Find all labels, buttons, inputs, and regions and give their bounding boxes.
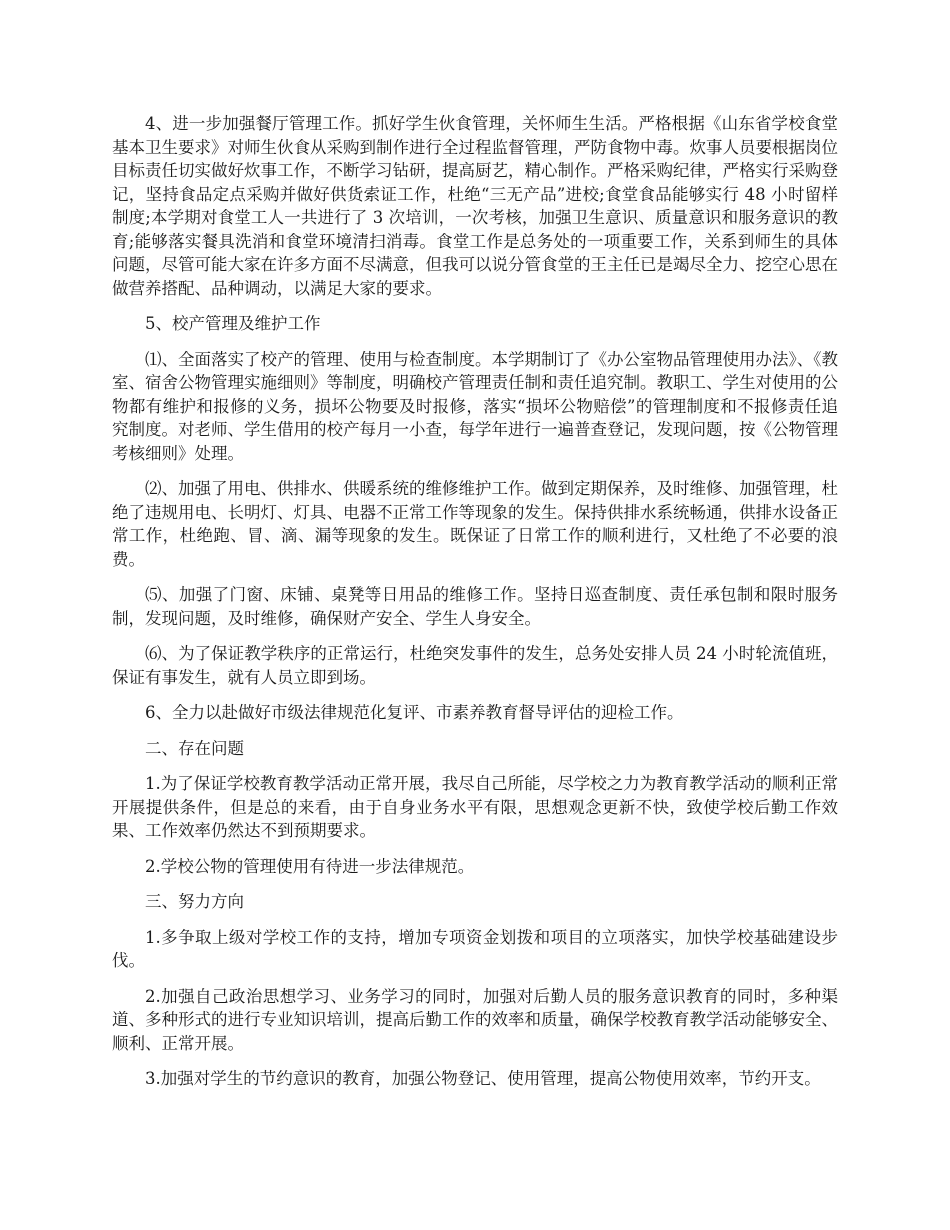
heading-future-direction: 三、努力方向 <box>145 892 244 911</box>
paragraph-problem-2: 2.学校公物的管理使用有待进一步法律规范。 <box>145 856 475 876</box>
heading-existing-problems: 二、存在问题 <box>145 738 244 758</box>
paragraph-duty-rotation: ⑹、为了保证教学秩序的正常运行，杜绝突发事件的发生，总务处安排人员 24 小时轮流值班，保证有事发生，就有人员立即到场。 <box>112 644 838 687</box>
paragraph-direction-3: 3.加强对学生的节约意识的教育，加强公物登记、使用管理，提高公物使用效率，节约开支。 <box>145 1069 821 1088</box>
paragraph-utilities-maintenance: ⑵、加强了用电、供排水、供暖系统的维修维护工作。做到定期保养，及时维修、加强管理，杜绝了违规用电、长明灯、灯具、电器不正常工作等现象的发生。保持供排水系统畅通，供排水设备正常工作，杜绝跑、冒、滴、漏等现象的发生。既保证了日常工作的顺利进行，又杜绝了不必要的浪费。 <box>112 479 838 569</box>
paragraph-canteen-management: 4、进一步加强餐厅管理工作。抓好学生伙食管理，关怀师生生活。严格根据《山东省学校食堂基本卫生要求》对师生伙食从采购到制作进行全过程监督管理，严防食物中毒。炊事人员要根据岗位目标责任切实做好炊事工作，不断学习钻研，提高厨艺，精心制作。严格采购纪律，严格实行采购登记，坚持食品定点采购并做好供货索证工作，杜绝“三无产品”进校;食堂食品能够实行 48 小时留样制度;本学期对食堂工人一共进行了 3 次培训，一次考核，加强卫生意识、质量意识和服务意识的教育;能够落实餐具洗消和食堂环境清扫消毒。食堂工作是总务处的一项重要工作，关系到师生的具体问题，尽管可能大家在许多方面不尽满意，但我可以说分管食堂的王主任已是竭尽全力、挖空心思在做营养搭配、品种调动，以满足大家的要求。 <box>112 114 838 298</box>
paragraph-direction-2: 2.加强自己政治思想学习、业务学习的同时，加强对后勤人员的服务意识教育的同时，多种渠道、多种形式的进行专业知识培训，提高后勤工作的效率和质量，确保学校教育教学活动能够安全、顺利、正常开展。 <box>112 986 838 1053</box>
paragraph-furniture-repair: ⑸、加强了门窗、床铺、桌凳等日用品的维修工作。坚持日巡查制度、责任承包制和限时服务制，发现问题，及时维修，确保财产安全、学生人身安全。 <box>112 585 838 628</box>
document-body <box>112 112 838 1103</box>
paragraph-problem-1: 1.为了保证学校教育教学活动正常开展，我尽自己所能，尽学校之力为教育教学活动的顺利正常开展提供条件，但是总的来看，由于自身业务水平有限，思想观念更新不快，致使学校后勤工作效果、工作效率仍然达不到预期要求。 <box>112 774 838 840</box>
paragraph-direction-1: 1.多争取上级对学校工作的支持，增加专项资金划拨和项目的立项落实，加快学校基础建设步伐。 <box>112 927 838 970</box>
paragraph-property-system: ⑴、全面落实了校产的管理、使用与检查制度。本学期制订了《办公室物品管理使用办法》、《教室、宿舍公物管理实施细则》等制度，明确校产管理责任制和责任追究制。教职工、学生对使用的公物都有维护和报修的义务，损坏公物要及时报修，落实“损坏公物赔偿”的管理制度和不报修责任追究制度。对老师、学生借用的校产每月一小查，每学年进行一遍普查登记，发现问题，按《公物管理考核细则》处理。 <box>112 349 838 463</box>
heading-school-property: 5、校产管理及维护工作 <box>145 314 321 333</box>
paragraph-inspection-preparation: 6、全力以赴做好市级法律规范化复评、市素养教育督导评估的迎检工作。 <box>145 703 684 722</box>
